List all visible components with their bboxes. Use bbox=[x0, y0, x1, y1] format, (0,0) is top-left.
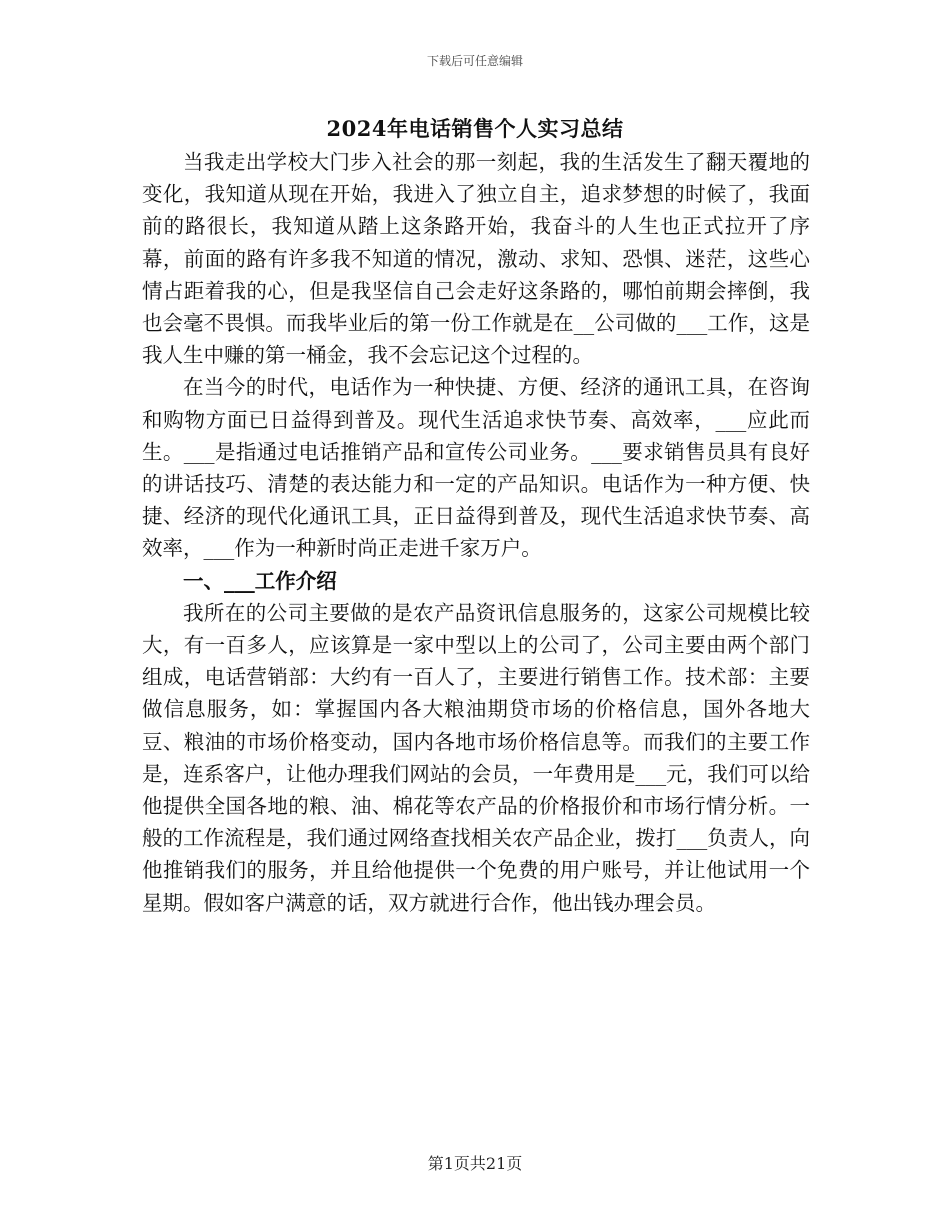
page-header-note: 下载后可任意编辑 bbox=[426, 54, 523, 68]
section-heading-work-intro: 一、___工作介绍 bbox=[183, 568, 337, 593]
page-number: 第1页共21页 bbox=[427, 1154, 523, 1173]
document-body bbox=[142, 146, 810, 919]
document-title: 2024年电话销售个人实习总结 bbox=[326, 116, 624, 141]
paragraph-telesales-background: 在当今的时代，电话作为一种快捷、方便、经济的通讯工具，在咨询和购物方面已日益得到普及。现代生活追求快节奏、高效率，___应此而生。___是指通过电话推销产品和宣传公司业务。___要求销售员具有良好的讲话技巧、清楚的表达能力和一定的产品知识。电话作为一种方便、快捷、经济的现代化通讯工具，正日益得到普及，现代生活追求快节奏、高效率，___作为一种新时尚正走进千家万户。 bbox=[142, 375, 810, 561]
paragraph-intro: 当我走出学校大门步入社会的那一刻起，我的生活发生了翻天覆地的变化，我知道从现在开始，我进入了独立自主，追求梦想的时候了，我面前的路很长，我知道从踏上这条路开始，我奋斗的人生也正式拉开了序幕，前面的路有许多我不知道的情况，激动、求知、恐惧、迷茫，这些心情占距着我的心，但是我坚信自己会走好这条路的，哪怕前期会摔倒，我也会毫不畏惧。而我毕业后的第一份工作就是在__公司做的___工作，这是我人生中赚的第一桶金，我不会忘记这个过程的。 bbox=[142, 150, 810, 368]
paragraph-company-description: 我所在的公司主要做的是农产品资讯信息服务的，这家公司规模比较大，有一百多人，应该算是一家中型以上的公司了，公司主要由两个部门组成，电话营销部：大约有一百人了，主要进行销售工作。技术部：主要做信息服务，如：掌握国内各大粮油期贷市场的价格信息，国外各地大豆、粮油的市场价格变动，国内各地市场价格信息等。而我们的主要工作是，连系客户，让他办理我们网站的会员，一年费用是___元，我们可以给他提供全国各地的粮、油、棉花等农产品的价格报价和市场行情分析。一般的工作流程是，我们通过网络查找相关农产品企业，拨打___负责人，向他推销我们的服务，并且给他提供一个免费的用户账号，并让他试用一个星期。假如客户满意的话，双方就进行合作，他出钱办理会员。 bbox=[142, 600, 810, 915]
